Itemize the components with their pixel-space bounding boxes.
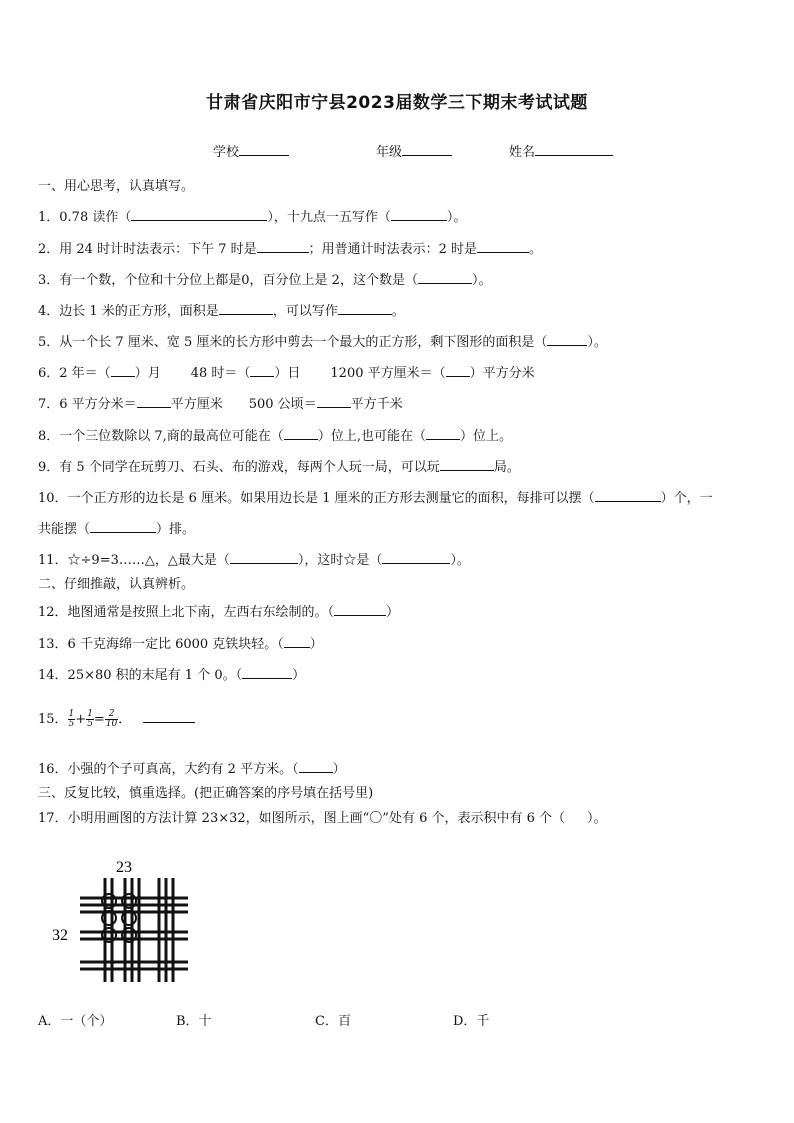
option-b[interactable]: B．十: [176, 1014, 212, 1029]
question-5: 5．从一个长 7 厘米、宽 5 厘米的长方形中剪去一个最大的正方形，剩下图形的面积是（ ）。: [38, 335, 607, 350]
answer-blank[interactable]: [334, 603, 386, 616]
answer-blank[interactable]: [317, 395, 351, 408]
question-10: 10．一个正方形的边长是 6 厘米。如果用边长是 1 厘米的正方形去测量它的面积，每排可以摆（ ）个，一: [38, 491, 713, 506]
answer-blank[interactable]: [250, 364, 274, 377]
answer-blank[interactable]: [440, 458, 494, 471]
answer-blank[interactable]: [230, 551, 298, 564]
fraction: $\frac{1}{5}$: [68, 709, 75, 729]
question-12: 12．地图通常是按照上北下南，左西右东绘制的。（ ）: [38, 605, 400, 620]
answer-blank[interactable]: [299, 760, 333, 773]
answer-blank[interactable]: [391, 208, 447, 221]
answer-blank[interactable]: [426, 427, 460, 440]
answer-blank[interactable]: [338, 302, 392, 315]
section-3-heading: 三、反复比较，慎重选择。(把正确答案的序号填在括号里): [38, 786, 374, 801]
question-16: 16．小强的个子可真高，大约有 2 平方米。（ ）: [38, 762, 346, 777]
fraction: $\frac{1}{5}$: [87, 709, 93, 729]
grade-field: [376, 141, 452, 160]
question-7: 7．6 平方分米＝ 平方厘米 500 公顷＝ 平方千米: [38, 397, 403, 412]
top-label: 23: [116, 859, 132, 876]
answer-blank[interactable]: [547, 333, 587, 346]
answer-blank[interactable]: [90, 520, 156, 533]
answer-blank[interactable]: [219, 302, 273, 315]
grade-blank[interactable]: [402, 143, 452, 156]
line-grid-figure: [50, 852, 200, 984]
answer-blank[interactable]: [382, 551, 450, 564]
answer-blank[interactable]: [284, 427, 318, 440]
answer-blank[interactable]: [143, 710, 195, 723]
answer-blank[interactable]: [131, 208, 267, 221]
school-blank[interactable]: [239, 143, 289, 156]
answer-blank[interactable]: [418, 271, 472, 284]
answer-blank[interactable]: [242, 666, 292, 679]
question-13: 13．6 千克海绵一定比 6000 克铁块轻。（ ）: [38, 637, 323, 652]
option-a[interactable]: A．一（个）: [38, 1014, 113, 1029]
question-1: 1．0.78 读作（ ），十九点一五写作（ ）。: [38, 210, 467, 225]
section-1-heading: 一、用心思考，认真填写。: [38, 179, 195, 194]
left-label: 32: [52, 927, 68, 944]
name-blank[interactable]: [535, 143, 613, 156]
answer-blank[interactable]: [284, 635, 310, 648]
question-14: 14．25×80 积的末尾有 1 个 0。（ ）: [38, 668, 306, 683]
name-label: 姓名: [509, 145, 536, 160]
answer-blank[interactable]: [595, 489, 661, 502]
question-11: 11．☆÷9=3……△，△最大是（ ），这时☆是（ ）。: [38, 553, 470, 568]
answer-blank[interactable]: [477, 240, 529, 253]
name-field: [509, 141, 613, 160]
school-label: 学校: [213, 145, 240, 160]
question-15: 15． $\frac{1}{5}$ + $\frac{1}{5}$ = $\frac{2}{10}$ ．: [38, 708, 195, 732]
question-6: 6．2 年＝（ ）月 48 时＝（ ）日 1200 平方厘米＝（ ）平方分米: [38, 366, 535, 381]
question-9: 9．有 5 个同学在玩剪刀、石头、布的游戏，每两个人玩一局，可以玩 局。: [38, 460, 520, 475]
answer-blank[interactable]: [137, 395, 171, 408]
fraction: $\frac{2}{10}$: [105, 709, 118, 729]
school-field: [213, 141, 289, 160]
question-2: 2．用 24 时计时法表示：下午 7 时是 ；用普通计时法表示：2 时是 。: [38, 242, 543, 257]
section-2-heading: 二、仔细推敲，认真辨析。: [38, 577, 195, 592]
question-17: 17．小明用画图的方法计算 23×32，如图所示，图上画“〇”处有 6 个，表示积中有 6 个（ ）。: [38, 811, 607, 826]
answer-blank[interactable]: [111, 364, 135, 377]
answer-blank[interactable]: [446, 364, 470, 377]
option-c[interactable]: C．百: [315, 1014, 351, 1029]
question-10-continued: 共能摆（ ）排。: [38, 522, 196, 537]
option-d[interactable]: D．千: [453, 1014, 490, 1029]
question-4: 4．边长 1 米的正方形，面积是 ，可以写作 。: [38, 304, 405, 319]
question-3: 3．有一个数，个位和十分位上都是0，百分位上是 2，这个数是（ ）。: [38, 273, 492, 288]
page-title: 甘肃省庆阳市宁县2023届数学三下期末考试试题: [206, 93, 588, 113]
grade-label: 年级: [376, 145, 403, 160]
multiplication-line-diagram: [50, 852, 200, 984]
answer-blank[interactable]: [257, 240, 309, 253]
question-8: 8．一个三位数除以 7,商的最高位可能在（ ）位上,也可能在（ ）位上。: [38, 429, 512, 444]
